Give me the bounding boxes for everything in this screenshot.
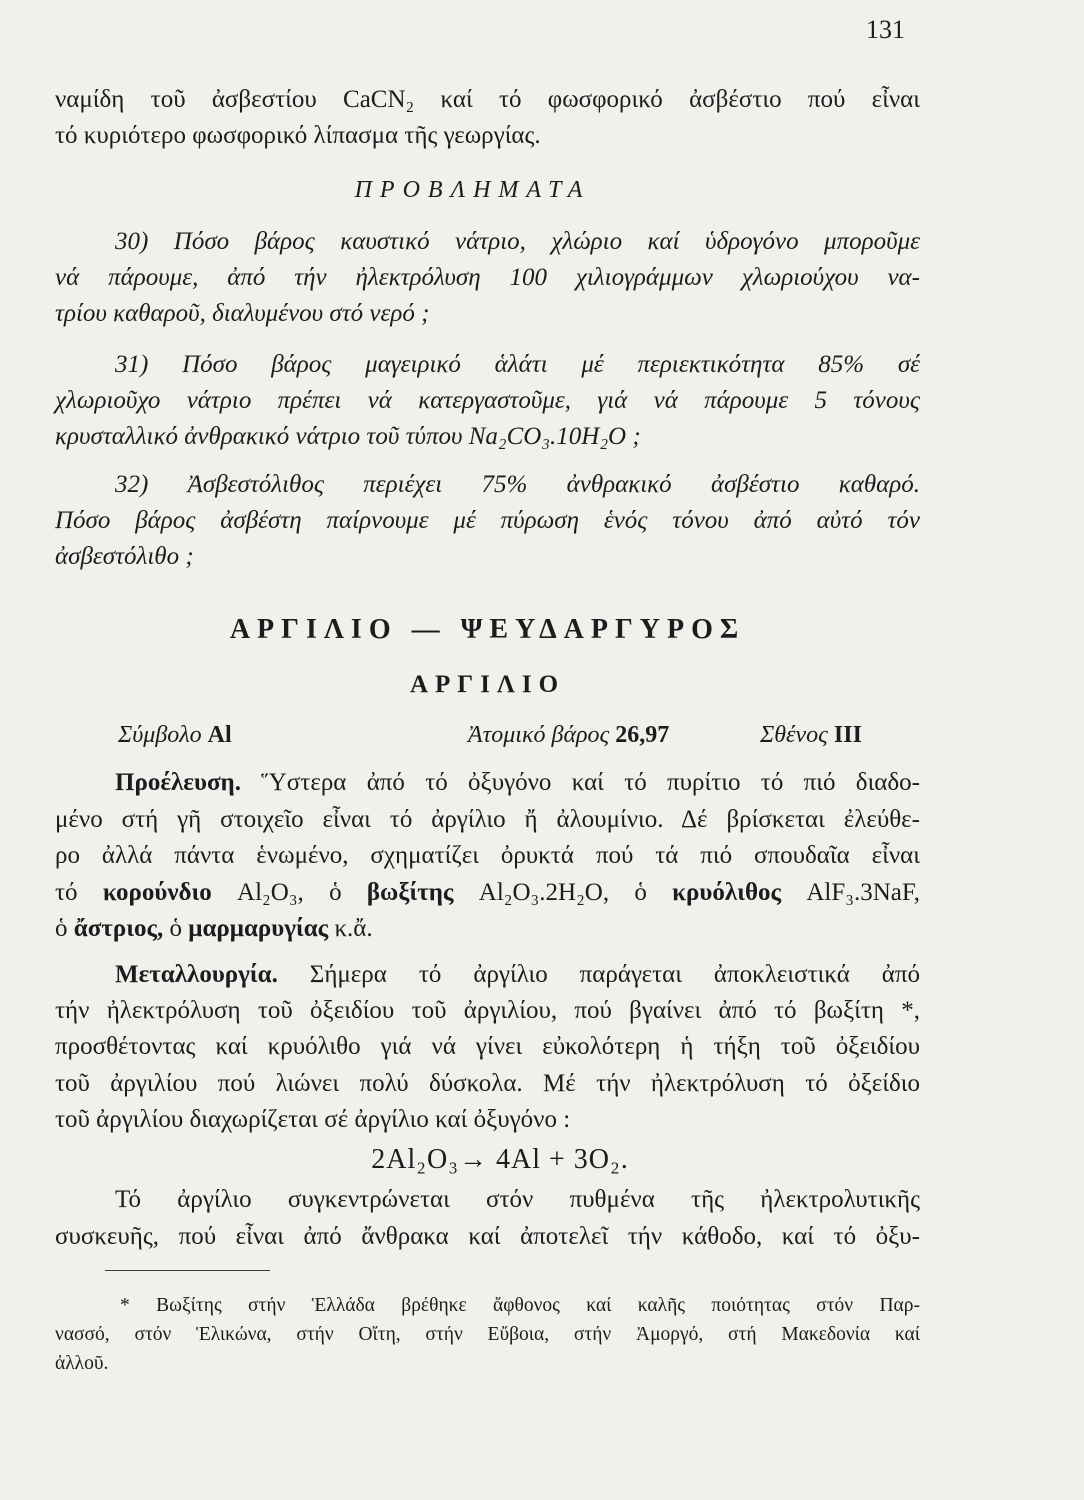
metallurgy-paragraph: [55, 957, 920, 1138]
problem-31-line-2: χλωριοῦχο νάτριο πρέπει νά κατεργαστοῦμε, γιά νά πάρουμε 5 τόνους: [55, 387, 920, 414]
problem-32-line-3: ἀσβεστόλιθο ;: [55, 543, 194, 570]
formula-segment: Al₂O₃, ὁ: [211, 878, 367, 906]
text-segment: κ.ἄ.: [328, 915, 373, 942]
problem-30-line-2: νά πάρουμε, ἀπό τήν ἠλεκτρόλυση 100 χιλιογράμμων χλωριούχου να-: [55, 264, 920, 291]
origin-line-2: μένο στή γῆ στοιχεῖο εἶναι τό ἀργίλιο ἤ ἀλουμίνιο. Δέ βρίσκεται ἐλεύθε-: [55, 805, 920, 833]
atomic-weight-value: 26,97: [615, 722, 670, 748]
chapter-title: ΑΡΓΙΛΙΟ — ΨΕΥΔΑΡΓΥΡΟΣ: [229, 614, 746, 645]
problems-heading: ΠΡΟΒΛΗΜΑΤΑ: [354, 177, 591, 203]
problem-30-line-1: 30) Πόσο βάρος καυστικό νάτριο, χλώριο καί ὑδρογόνο μποροῦμε: [115, 228, 920, 255]
section-title: ΑΡΓΙΛΙΟ: [409, 671, 566, 698]
problem-31: [55, 347, 920, 455]
text-segment: ὁ: [55, 915, 74, 942]
origin-line-5: [55, 911, 920, 948]
problem-32: [55, 467, 920, 575]
footnote-line-3: ἀλλοῦ.: [55, 1353, 109, 1374]
atomic-weight-label: Ἀτομικό βάρος: [468, 722, 610, 748]
text-segment: ὁ: [163, 915, 189, 942]
footnote: [55, 1291, 920, 1378]
valence-property: [760, 717, 862, 753]
origin-paragraph: [55, 765, 920, 948]
valence-value: III: [833, 722, 862, 748]
intro-line-1: ναμίδη τοῦ ἀσβεστίου CaCN₂ καί τό φωσφορικό ἀσβέστιο πού εἶναι: [55, 86, 920, 113]
text-segment: τό: [55, 878, 103, 906]
formula-segment: AlF₃.3NaF,: [781, 878, 921, 906]
problem-30: [55, 224, 920, 332]
page-number: 131: [866, 15, 905, 44]
atomic-weight-property: [468, 717, 669, 753]
valence-label: Σθένος: [760, 722, 828, 748]
metallurgy-line-1-text: Σήμερα τό ἀργίλιο παράγεται ἀποκλειστικά ἀπό: [277, 961, 920, 988]
mineral-corundum: κορούνδιο: [102, 878, 212, 906]
mineral-bauxite: βωξίτης: [366, 878, 454, 906]
problem-31-line-3: κρυσταλλικό ἀνθρακικό νάτριο τοῦ τύπου Na₂CO₃.10H₂O ;: [55, 423, 641, 450]
metallurgy-line-4: τοῦ ἀργιλίου πού λιώνει πολύ δύσκολα. Μέ τήν ἠλεκτρόλυση τό ὀξείδιο: [55, 1069, 920, 1097]
element-properties: [55, 717, 920, 753]
problem-30-line-3: τρίου καθαροῦ, διαλυμένου στό νερό ;: [55, 300, 430, 327]
problem-31-line-1: 31) Πόσο βάρος μαγειρικό ἁλάτι μέ περιεκτικότητα 85% σέ: [115, 351, 920, 378]
footnote-line-2: νασσό, στόν Ἑλικώνα, στήν Οἴτη, στήν Εὔβοια, στήν Ἀμοργό, στή Μακεδονία καί: [55, 1324, 920, 1345]
origin-heading: Προέλευση.: [115, 769, 241, 796]
metallurgy-heading: Μεταλλουργία.: [115, 961, 278, 988]
origin-line-1: [55, 765, 920, 802]
formula-segment: Al₂O₃.2H₂O, ὁ: [453, 878, 673, 906]
symbol-property: [118, 717, 232, 753]
mineral-mica: μαρμαρυγίας: [188, 915, 329, 942]
footnote-divider: [105, 1270, 270, 1271]
footnote-line-1: * Βωξίτης στήν Ἑλλάδα βρέθηκε ἄφθονος καί καλῆς ποιότητας στόν Παρ-: [120, 1295, 920, 1316]
intro-line-2: τό κυριότερο φωσφορικό λίπασμα τῆς γεωργίας.: [55, 122, 541, 149]
origin-line-4: [55, 875, 920, 912]
problem-32-line-2: Πόσο βάρος ἀσβέστη παίρνουμε μέ πύρωση ἑνός τόνου ἀπό αὐτό τόν: [55, 507, 920, 534]
origin-line-3: ρο ἀλλά πάντα ἑνωμένο, σχηματίζει ὀρυκτά πού τά πιό σπουδαῖα εἶναι: [55, 842, 920, 869]
problem-32-line-1: 32) Ἀσβεστόλιθος περιέχει 75% ἀνθρακικό ἀσβέστιο καθαρό.: [115, 471, 920, 498]
continuation-line-2: συσκευῆς, πού εἶναι ἀπό ἄνθρακα καί ἀποτελεῖ τήν κάθοδο, καί τό ὀξυ-: [55, 1222, 920, 1250]
metallurgy-line-2: τήν ἠλεκτρόλυση τοῦ ὀξειδίου τοῦ ἀργιλίου, πού βγαίνει ἀπό τό βωξίτη *,: [55, 997, 920, 1025]
intro-paragraph: [55, 82, 920, 154]
continuation-paragraph: [55, 1182, 920, 1255]
mineral-cryolite: κρυόλιθος: [672, 878, 782, 906]
metallurgy-line-3: προσθέτοντας καί κρυόλιθο γιά νά γίνει εὐκολότερη ἡ τήξη τοῦ ὀξειδίου: [55, 1033, 920, 1061]
mineral-feldspar: ἄστριος,: [73, 915, 164, 942]
origin-line-1-text: Ὕστερα ἀπό τό ὀξυγόνο καί τό πυρίτιο τό πιό διαδο-: [241, 769, 920, 796]
symbol-value: Al: [207, 722, 232, 748]
electrolysis-equation: 2Al₂O₃→ 4Al + 3O₂.: [371, 1144, 629, 1175]
continuation-line-1: Τό ἀργίλιο συγκεντρώνεται στόν πυθμένα τῆς ἠλεκτρολυτικῆς: [115, 1186, 920, 1213]
metallurgy-line-1: [55, 957, 920, 993]
symbol-label: Σύμβολο: [118, 722, 202, 748]
metallurgy-line-5: τοῦ ἀργιλίου διαχωρίζεται σέ ἀργίλιο καί ὀξυγόνο :: [55, 1105, 571, 1133]
